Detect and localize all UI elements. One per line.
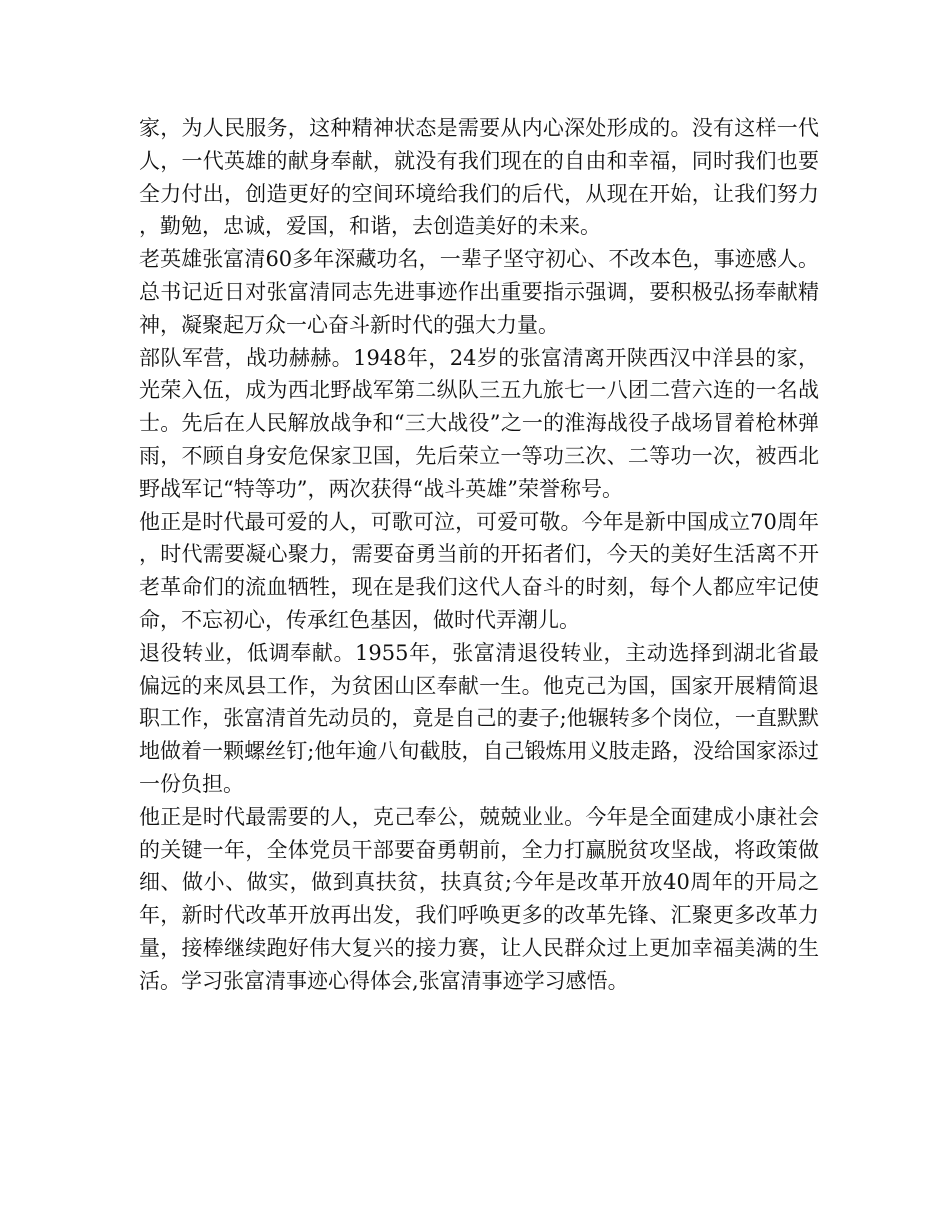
paragraph-4: 他正是时代最可爱的人，可歌可泣，可爱可敬。今年是新中国成立70周年，时代需要凝心聚力，需要奋勇当前的开拓者们，今天的美好生活离不开老革命们的流血牺牲，现在是我们这代人奋斗的时刻，每个人都应牢记使命，不忘初心，传承红色基因，做时代弄潮儿。 xyxy=(139,509,819,632)
paragraph-3: 部队军营，战功赫赫。1948年，24岁的张富清离开陕西汉中洋县的家，光荣入伍，成为西北野战军第二纵队三五九旅七一八团二营六连的一名战士。先后在人民解放战争和“三大战役”之一的淮海战役子战场冒着枪林弹雨，不顾自身安危保家卫国，先后荣立一等功三次、二等功一次，被西北野战军记“特等功”，两次获得“战斗英雄”荣誉称号。 xyxy=(139,345,819,501)
paragraph-1: 家，为人民服务，这种精神状态是需要从内心深处形成的。没有这样一代人，一代英雄的献身奉献，就没有我们现在的自由和幸福，同时我们也要全力付出，创造更好的空间环境给我们的后代，从现在开始，让我们努力，勤勉，忠诚，爱国，和谐，去创造美好的未来。 xyxy=(139,116,819,239)
paragraph-5: 退役转业，低调奉献。1955年，张富清退役转业，主动选择到湖北省最偏远的来凤县工作，为贫困山区奉献一生。他克己为国，国家开展精简退职工作，张富清首先动员的，竟是自己的妻子;他辗转多个岗位，一直默默地做着一颗螺丝钉;他年逾八旬截肢，自己锻炼用义肢走路，没给国家添过一份负担。 xyxy=(139,640,819,796)
paragraph-2: 老英雄张富清60多年深藏功名，一辈子坚守初心、不改本色，事迹感人。总书记近日对张富清同志先进事迹作出重要指示强调，要积极弘扬奉献精神，凝聚起万众一心奋斗新时代的强大力量。 xyxy=(139,247,819,337)
document-body xyxy=(139,112,819,998)
paragraph-6: 他正是时代最需要的人，克己奉公，兢兢业业。今年是全面建成小康社会的关键一年，全体党员干部要奋勇朝前，全力打赢脱贫攻坚战，将政策做细、做小、做实，做到真扶贫，扶真贫;今年是改革开放40周年的开局之年，新时代改革开放再出发，我们呼唤更多的改革先锋、汇聚更多改革力量，接棒继续跑好伟大复兴的接力赛，让人民群众过上更加幸福美满的生活。学习张富清事迹心得体会,张富清事迹学习感悟。 xyxy=(139,804,819,993)
